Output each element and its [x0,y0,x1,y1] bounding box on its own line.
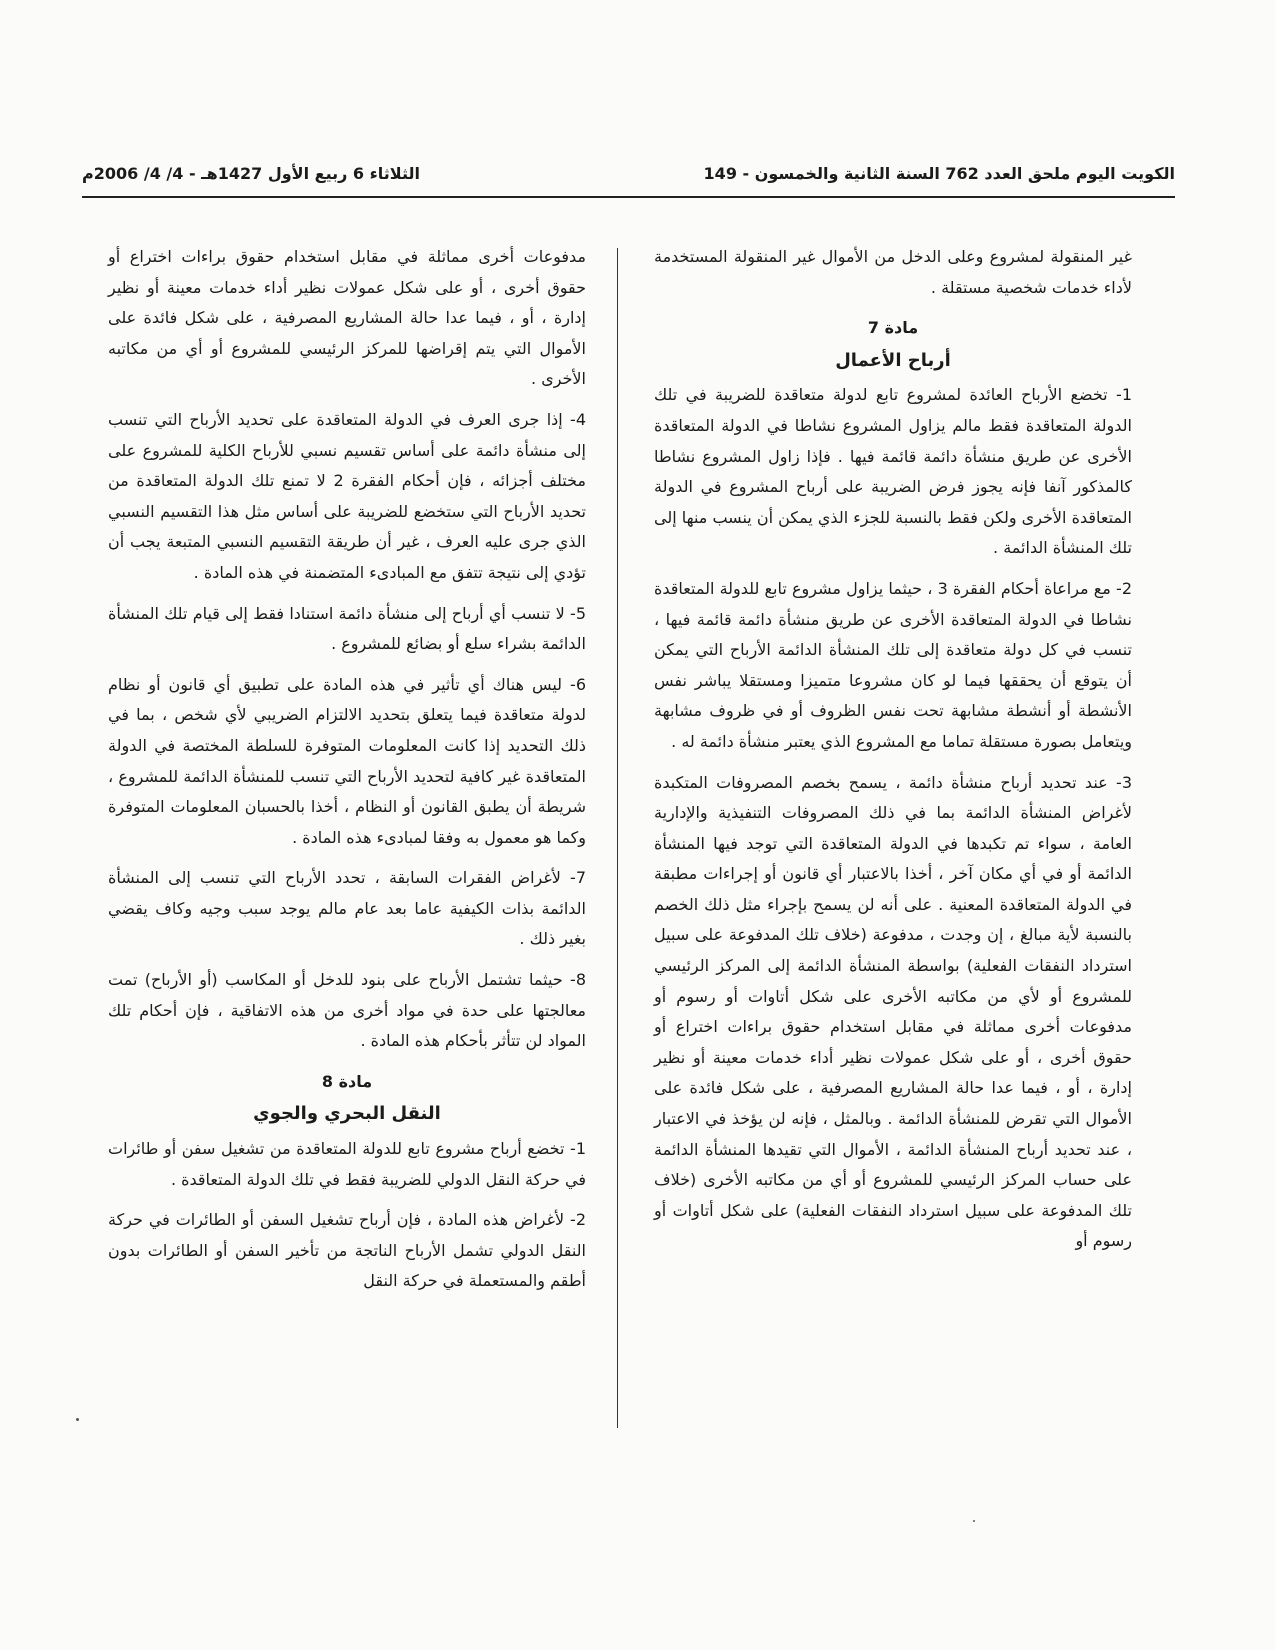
article-8-title: النقل البحري والجوي [253,1103,441,1125]
article-8-paragraph-2: 2- لأغراض هذه المادة ، فإن أرباح تشغيل السفن أو الطائرات في حركة النقل الدولي تشمل الأرباح الناتجة من تأخير السفن أو الطائرات بدون أطقم والمستعملة في حركة النقل [108,1210,586,1291]
scan-speck [76,1418,79,1421]
article-7-number: مادة 7 [867,318,919,338]
article-7-paragraph-2: 2- مع مراعاة أحكام الفقرة 3 ، حيثما يزاول مشروع تابع للدولة المتعاقدة نشاطا في الدولة المتعاقدة الأخرى عن طريق منشأة دائمة قائمة فيها ، تنسب في كل دولة متعاقدة إلى تلك المنشأة الدائمة الأرباح التي يمكن أن يتوقع أن يحققها فيما لو كان مشروعا متميزا ومستقلا يباشر نفس الأنشطة أو أنشطة مشابهة تحت نفس الظروف أو في ظروف مشابهة ويتعامل بصورة مستقلة تماما مع المشروع الذي يعتبر منشأة دائمة له . [654,578,1132,751]
left-continuation-paragraph: مدفوعات أخرى مماثلة في مقابل استخدام حقوق براءات اختراع أو حقوق أخرى ، أو على شكل عمولات نظير أداء خدمات معينة أو نظير إدارة ، أو ، فيما عدا حالة المشاريع المصرفية ، على شكل فائدة على الأموال التي يتم إقراضها للمركز الرئيسي للمشروع أو أي من مكاتبه الأخرى . [108,247,586,389]
header-publication-info: الكويت اليوم ملحق العدد 762 السنة الثانية والخمسون - 149 [703,164,1175,183]
article-8-number: مادة 8 [321,1071,373,1091]
left-column [108,242,586,1307]
article-7-paragraph-8: 8- حيثما تشتمل الأرباح على بنود للدخل أو المكاسب (أو الأرباح) تمت معالجتها على حدة في مواد أخرى من هذه الاتفاقية ، فإن أحكام تلك المواد لن تتأثر بأحكام هذه المادة . [108,970,586,1051]
scan-speck [973,1520,975,1522]
page-header [82,158,1175,190]
article-7-paragraph-7: 7- لأغراض الفقرات السابقة ، تحدد الأرباح التي تنسب إلى المنشأة الدائمة بذات الكيفية عاما بعد عام مالم يوجد سبب وجيه وكاف يقضي بغير ذلك . [108,868,586,949]
article-7-paragraph-5: 5- لا تنسب أي أرباح إلى منشأة دائمة استنادا فقط إلى قيام تلك المنشأة الدائمة بشراء سلع أو بضائع للمشروع . [108,603,586,654]
right-column [654,242,1132,1267]
header-rule [82,196,1175,198]
article-8-paragraph-1: 1- تخضع أرباح مشروع تابع للدولة المتعاقدة من تشغيل سفن أو طائرات في حركة النقل الدولي للضريبة فقط في تلك الدولة المتعاقدة . [108,1139,586,1189]
header-date: الثلاثاء 6 ربيع الأول 1427هـ - 4/ 4/ 2006م [82,164,420,183]
right-intro-paragraph: غير المنقولة لمشروع وعلى الدخل من الأموال غير المنقولة المستخدمة لأداء خدمات شخصية مستقلة . [654,247,1132,297]
article-7-paragraph-1: 1- تخضع الأرباح العائدة لمشروع تابع لدولة متعاقدة للضريبة في تلك الدولة المتعاقدة فقط مالم يزاول المشروع نشاطا في الدولة المتعاقدة الأخرى عن طريق منشأة دائمة قائمة فيها . فإذا زاول المشروع نشاطا كالمذكور آنفا فإنه يجوز فرض الضريبة على أرباح المشروع في الدولة المتعاقدة الأخرى ولكن فقط بالنسبة للجزء الذي يمكن أن ينسب منها إلى تلك المنشأة الدائمة . [653,385,1132,558]
article-7-paragraph-6: 6- ليس هناك أي تأثير في هذه المادة على تطبيق أي قانون أو نظام لدولة متعاقدة فيما يتعلق بتحديد الالتزام الضريبي لأي شخص ، بما في ذلك التحديد إذا كانت المعلومات المتوفرة للسلطة المختصة في الدولة المتعاقدة غير كافية لتحديد الأرباح التي تنسب للمنشأة الدائمة للمشروع ، شريطة أن يطبق القانون أو النظام ، أخذا بالحسبان المعلومات المتوفرة وكما هو معمول به وفقا لمبادىء هذه المادة . [108,674,586,847]
article-7-paragraph-4: 4- إذا جرى العرف في الدولة المتعاقدة على تحديد الأرباح التي تنسب إلى منشأة دائمة على أساس تقسيم نسبي للأرباح الكلية للمشروع على مختلف أجزائه ، فإن أحكام الفقرة 2 لا تمنع تلك الدولة المتعاقدة من تحديد الأرباح التي ستخضع للضريبة على أساس مثل هذا التقسيم النسبي الذي جرى عليه العرف ، غير أن طريقة التقسيم النسبي المتبعة يجب أن تؤدي إلى نتيجة تتفق مع المبادىء المتضمنة في هذه المادة . [108,409,586,582]
column-divider [617,248,618,1428]
article-7-paragraph-3: 3- عند تحديد أرباح منشأة دائمة ، يسمح بخصم المصروفات المتكبدة لأغراض المنشأة الدائمة بما في ذلك المصروفات التنفيذية والإدارية العامة ، سواء تم تكبدها في الدولة المتعاقدة التي توجد فيها المنشأة الدائمة أو في أي مكان آخر ، أخذا بالاعتبار أي قانون أو إجراءات مطبقة في الدولة المتعاقدة المعنية . على أنه لن يسمح بإجراء مثل ذلك الخصم بالنسبة لأية مبالغ ، إن وجدت ، مدفوعة (خلاف تلك المدفوعة على سبيل استرداد النفقات الفعلية) بواسطة المنشأة الدائمة إلى المركز الرئيسي للمشروع أو لأي من مكاتبه الأخرى على شكل أتاوات أو رسوم أو مدفوعات أخرى مماثلة في مقابل استخدام حقوق براءات اختراع أو حقوق أخرى ، أو على شكل عمولات نظير أداء خدمات معينة أو نظير إدارة ، أو ، فيما عدا حالة المشاريع المصرفية ، على شكل فائدة على الأموال التي تقرض للمنشأة الدائمة . وبالمثل ، فإنه لن يؤخذ في الاعتبار ، عند تحديد أرباح المنشأة الدائمة ، الأموال التي تقيدها المنشأة الدائمة على حساب المركز الرئيسي للمشروع أو أي من مكاتبه الأخرى (خلاف تلك المدفوعة على سبيل استرداد النفقات الفعلية) على شكل أتاوات أو رسوم أو [654,772,1132,1251]
article-7-title: أرباح الأعمال [835,349,951,371]
